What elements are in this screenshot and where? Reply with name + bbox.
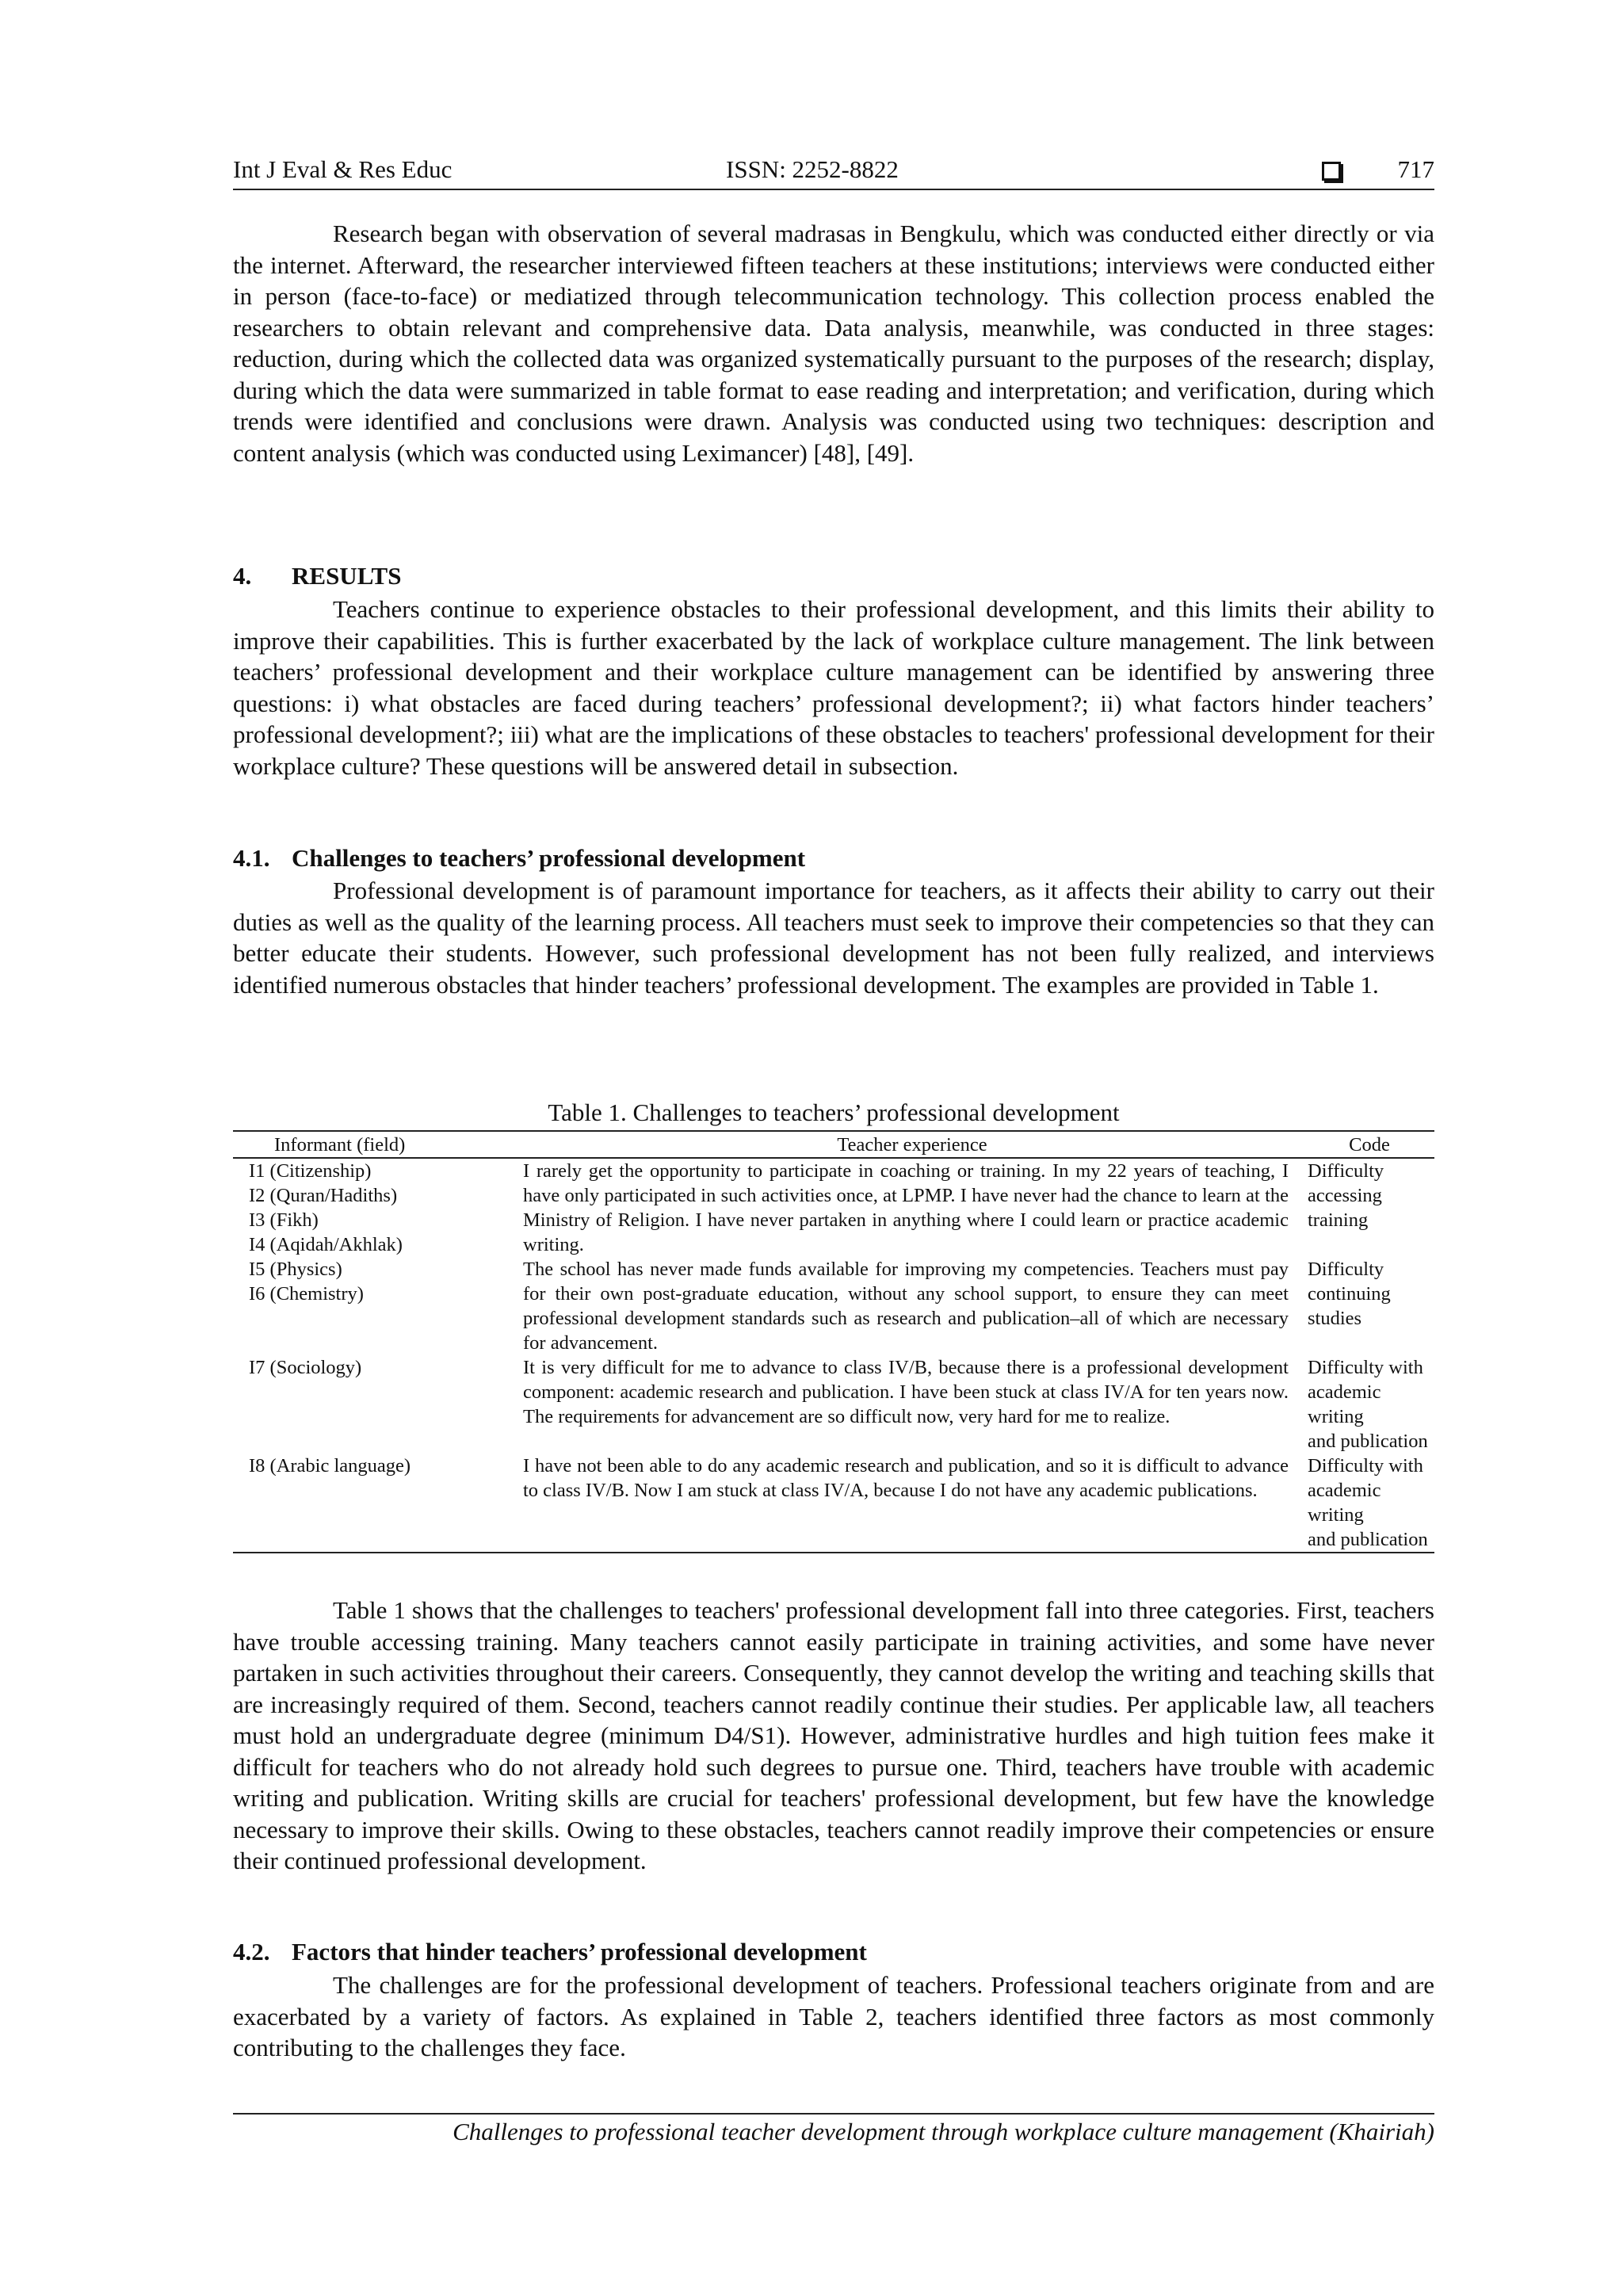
section-4-1-heading [233,844,805,873]
informant: I2 (Quran/Hadiths) [249,1185,398,1206]
journal-name: Int J Eval & Res Educ [233,155,453,183]
header-code: Code [1304,1131,1434,1158]
experience-cell: It is very difficult for me to advance to class IV/B, because there is a professional development component: academic research and publication. I have been stuck at class IV/A for ten years now. The requirements for advancement are so difficult now, very hard for me to realize. [523,1357,1289,1427]
square-bullet-icon [1322,162,1341,181]
informant: I7 (Sociology) [249,1357,362,1378]
header-informant: Informant (field) [233,1131,520,1158]
table-row [233,1158,1434,1257]
informant: I5 (Physics) [249,1259,342,1280]
running-header [233,155,1434,190]
section-4-2-number: 4.2. [233,1938,270,1966]
table-discussion-paragraph: Table 1 shows that the challenges to teachers' professional development fall into three categories. First, teachers have trouble accessing training. Many teachers cannot easily participate in training activities, and some have never partaken in such activities throughout their careers. Consequently, they cannot develop the writing and teaching skills that are increasingly required of them. Second, teachers cannot readily continue their studies. Per applicable law, all teachers must hold an undergraduate degree (minimum D4/S1). However, administrative hurdles and high tuition fees make it difficult for teachers who do not already hold such degrees to pursue one. Third, teachers have trouble with academic writing and publication. Writing skills are crucial for teachers' professional development, but few have the knowledge necessary to improve their skills. Owing to these obstacles, teachers cannot readily improve their competencies or ensure their continued professional development. [233,1596,1434,1874]
section-4-2-heading [233,1938,867,1966]
code-line: and publication [1308,1431,1428,1452]
header-experience: Teacher experience [520,1131,1304,1158]
informant: I3 (Fikh) [249,1209,319,1231]
results-paragraph: Teachers continue to experience obstacles to their professional development, and this limits their ability to improve their capabilities. This is further exacerbated by the lack of workplace culture management. The link between teachers’ professional development and their workplace culture management can be identified by answering three questions: i) what obstacles are faced during teachers’ professional development?; ii) what factors hinder teachers’ professional development?; iii) what are the implications of these obstacles to teachers' professional development for their workplace culture? These questions will be answered detail in subsection. [233,595,1434,780]
code-line: Difficulty [1308,1259,1384,1280]
table-row [233,1355,1434,1454]
informant: I6 (Chemistry) [249,1283,364,1305]
code-line: accessing training [1308,1185,1382,1231]
informant: I8 (Arabic language) [249,1455,411,1477]
code-line: Difficulty [1308,1160,1384,1182]
table-1-caption: Table 1. Challenges to teachers’ professional development [548,1098,1120,1126]
results-title: RESULTS [292,562,402,590]
section-4-2-title: Factors that hinder teachers’ professional development [292,1938,867,1966]
experience-cell: The school has never made funds available for improving my competencies. Teachers must pay for their own post-graduate education, without any school support, to ensure they can meet professional development standards such as research and publication–all of which are necessary for advancement. [523,1259,1289,1354]
results-heading [233,562,401,590]
informant-cell [233,1257,520,1355]
code-line: academic writing [1308,1381,1381,1427]
informant-cell [233,1355,520,1454]
table-1 [233,1130,1434,1553]
footer-divider [233,2113,1434,2115]
code-cell [1304,1355,1434,1454]
page-number: 717 [1397,155,1434,183]
intro-paragraph: Research began with observation of several madrasas in Bengkulu, which was conducted either directly or via the internet. Afterward, the researcher interviewed fifteen teachers at these institutions; interviews were conducted either in person (face-to-face) or mediatized through telecommunication technology. This collection process enabled the researchers to obtain relevant and comprehensive data. Data analysis, meanwhile, was conducted in three stages: reduction, during which the collected data was organized systematically pursuant to the purposes of the research; display, during which the data were summarized in table format to ease reading and interpretation; and verification, during which trends were identified and conclusions were drawn. Analysis was conducted using two techniques: description and content analysis (which was conducted using Leximancer) [48], [49]. [233,220,1434,467]
code-line: Difficulty with [1308,1357,1423,1378]
informant: I1 (Citizenship) [249,1160,372,1182]
results-number: 4. [233,562,252,590]
code-line: continuing studies [1308,1283,1391,1329]
code-line: and publication [1308,1529,1428,1550]
section-4-1-paragraph: Professional development is of paramount importance for teachers, as it affects their ability to carry out their duties as well as the quality of the learning process. All teachers must seek to improve their competencies so that they can better educate their students. However, such professional development has not been fully realized, and interviews identified numerous obstacles that hinder teachers’ professional development. The examples are provided in Table 1. [233,877,1434,999]
code-line: Difficulty with [1308,1455,1423,1477]
code-cell [1304,1158,1434,1257]
experience-cell: I rarely get the opportunity to participate in coaching or training. In my 22 years of teaching, I have only participated in such activities once, at LPMP. I have never had the chance to learn at the Ministry of Religion. I have never partaken in anything where I could learn or practice academic writing. [523,1160,1289,1255]
informant-cell [233,1454,520,1553]
section-4-1-number: 4.1. [233,844,270,872]
code-line: academic writing [1308,1480,1381,1526]
section-4-2-paragraph: The challenges are for the professional development of teachers. Professional teachers originate from and are exacerbated by a variety of factors. As explained in Table 2, teachers identified three factors as most commonly contributing to the challenges they face. [233,1971,1434,2061]
issn: ISSN: 2252-8822 [726,155,899,183]
informant-cell [233,1158,520,1257]
code-cell [1304,1257,1434,1355]
code-cell [1304,1454,1434,1553]
running-footer: Challenges to professional teacher development through workplace culture management (Khairiah) [453,2118,1434,2145]
section-4-1-title: Challenges to teachers’ professional development [292,844,806,872]
experience-cell: I have not been able to do any academic research and publication, and so it is difficult to advance to class IV/B. Now I am stuck at class IV/A, because I do not have any academic publications. [520,1454,1304,1553]
table-row [233,1454,1434,1553]
informant: I4 (Aqidah/Akhlak) [249,1234,403,1255]
table-header-row [233,1131,1434,1158]
table-row [233,1257,1434,1355]
